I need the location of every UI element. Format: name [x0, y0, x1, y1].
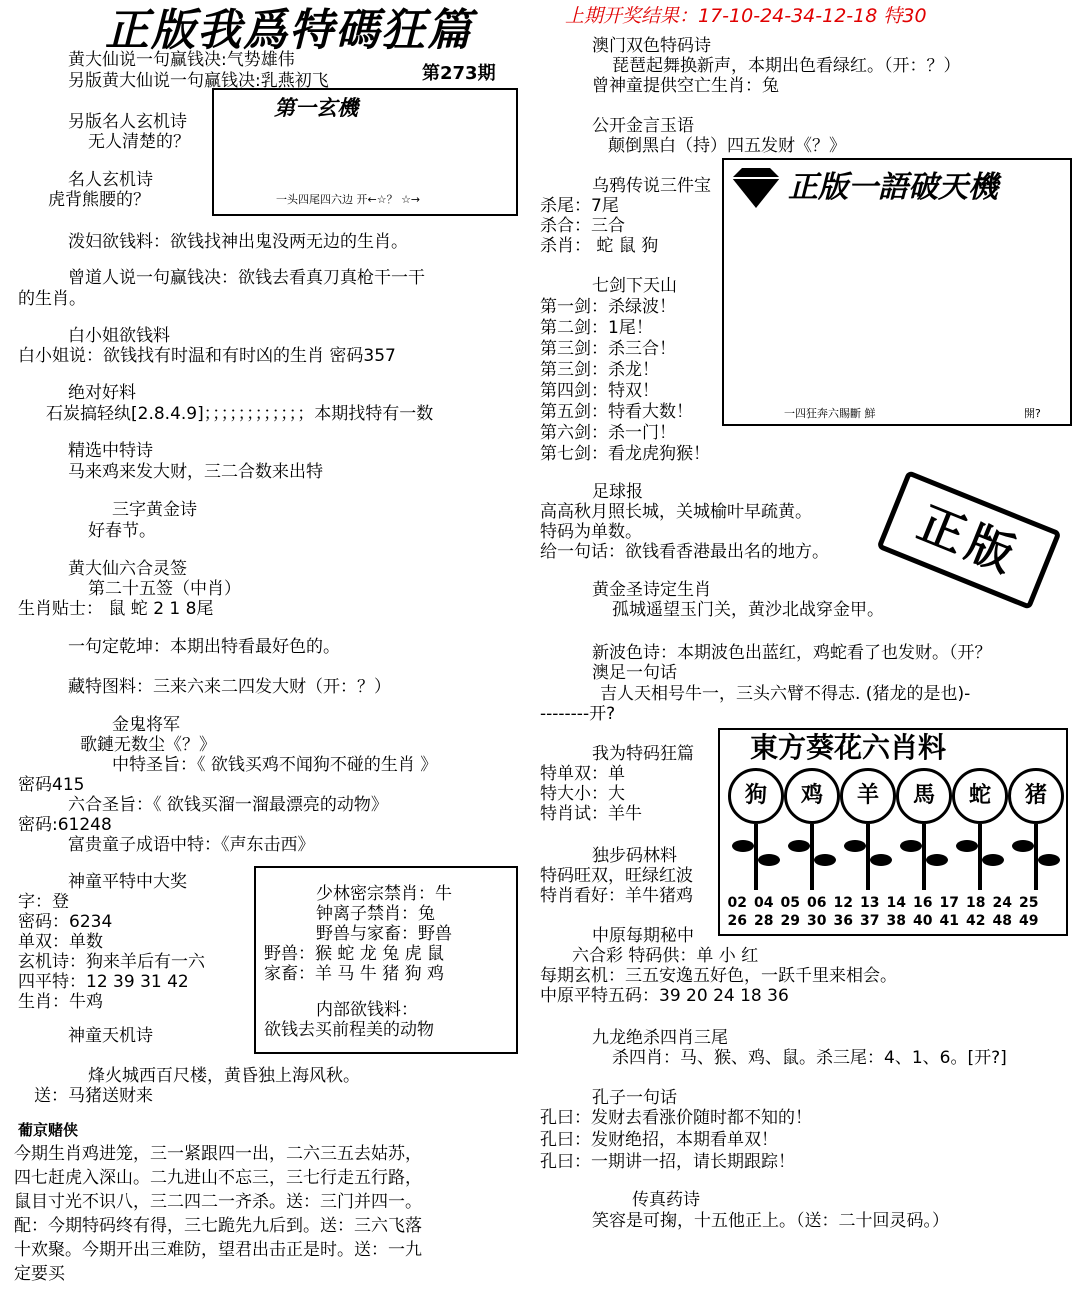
dongfang-title: 東方葵花六肖料 — [750, 731, 947, 764]
flower-leaf — [982, 854, 1004, 866]
number-cell: 42 — [966, 913, 986, 929]
zuqiu-1: 高高秋月照长城，关城榆叶早疏黄。 — [540, 502, 812, 522]
st-sipin: 四平特：12 39 31 42 — [18, 972, 189, 992]
stamp: 正版 — [876, 470, 1061, 610]
flower-leaf — [900, 840, 922, 852]
number-row-2 — [724, 912, 1042, 930]
xuanji-box-text: 一头四尾四六边 开←☆？ ☆→ — [276, 193, 421, 206]
flower-char: 狗 — [728, 768, 784, 824]
jingxuan-title: 精选中特诗 — [68, 441, 153, 461]
dubu-title: 独步码林料 — [592, 846, 677, 866]
kuang-2: 特大小：大 — [540, 784, 625, 804]
zhongyuan-title: 中原每期秘中 — [592, 926, 694, 946]
huang-tie: 生肖贴士： 鼠 蛇 2 1 8尾 — [18, 599, 214, 619]
shaolin-5: 家畜：羊 马 牛 猪 狗 鸡 — [264, 964, 445, 984]
shentong-title: 神童平特中大奖 — [68, 872, 187, 892]
dubu-2: 特肖看好：羊牛猪鸡 — [540, 886, 693, 906]
kuang-3: 特肖试：羊牛 — [540, 804, 642, 824]
pujing-line-4: 配：今期特码终有得，三七跪先九后到。送：三六飞落 — [14, 1216, 422, 1236]
flower-leaf — [926, 854, 948, 866]
juedui-title: 绝对好料 — [68, 383, 136, 403]
huang-sub: 第二十五签（中肖） — [88, 579, 241, 599]
flower-char: 猪 — [1008, 768, 1064, 824]
kuang-1: 特单双：单 — [540, 764, 625, 784]
flower-char: 羊 — [840, 768, 896, 824]
tianji-title: 神童天机诗 — [68, 1026, 153, 1046]
jiulong-text: 杀四肖：马、猴、鸡、鼠。杀三尾：4、1、6。[开?] — [612, 1048, 1007, 1068]
pofu-line: 泼妇欲钱料：欲钱找神出鬼没两无边的生肖。 — [68, 232, 408, 252]
huangjin-text: 孤城遥望玉门关，黄沙北战穿金甲。 — [612, 600, 884, 620]
bai-text: 白小姐说：欲钱找有时温和有时凶的生肖 密码357 — [18, 346, 396, 366]
qijian-title: 七剑下天山 — [592, 276, 677, 296]
sanzi-text: 好春节。 — [88, 521, 156, 541]
dubu-1: 特码旺双，旺绿红波 — [540, 866, 693, 886]
jingui-title: 金鬼将军 — [112, 715, 180, 735]
poem-text: 无人清楚的？ — [88, 132, 190, 152]
wuya-3: 杀肖： 蛇 鼠 狗 — [540, 236, 659, 256]
number-cell: 04 — [754, 895, 774, 911]
qijian-3b: 第三剑：杀龙！ — [540, 360, 659, 380]
st-shengxiao: 生肖：牛鸡 — [18, 992, 103, 1012]
aomen-text: 琵琶起舞换新声，本期出色看绿红。（开：？） — [612, 56, 961, 76]
number-cell: 05 — [780, 895, 800, 911]
last-result: 上期开奖结果：17-10-24-34-12-18 特30 — [565, 5, 927, 27]
qijian-2: 第二剑：1尾！ — [540, 318, 653, 338]
flower-leaf — [844, 840, 866, 852]
zeng-line-1: 曾道人说一句赢钱决：欲钱去看真刀真枪干一干 — [68, 268, 425, 288]
fugui-line: 富贵童子成语中特：《声东击西》 — [68, 835, 315, 855]
wuya-2: 杀合：三合 — [540, 216, 625, 236]
flower-leaf — [1038, 854, 1060, 866]
xuanji-box — [212, 88, 518, 216]
jingxuan-text: 马来鸡来发大财，三二合数来出特 — [68, 462, 323, 482]
flower-char: 蛇 — [952, 768, 1008, 824]
yiyu-title: 正版一語破天機 — [788, 170, 998, 205]
yiyu-text: 一四狂奔六賜斷 鮮 — [784, 407, 876, 420]
flower-item — [782, 768, 842, 890]
jingui-text: 歌鏈无数尘《？》 — [80, 735, 216, 755]
gongkai-text: 颠倒黑白（持）四五发财《？》 — [608, 136, 846, 156]
zuqiu-3: 给一句话：欲钱看香港最出名的地方。 — [540, 542, 829, 562]
flower-stem — [866, 824, 870, 890]
flower-item — [1006, 768, 1066, 890]
number-cell: 30 — [807, 913, 827, 929]
page-title: 正版我爲特碼狂篇 — [105, 5, 473, 56]
mima-1: 密码415 — [18, 775, 85, 795]
chuanzhen-title: 传真药诗 — [632, 1190, 700, 1210]
tianji-text: 烽火城西百尺楼，黄昏独上海风秋。 — [88, 1066, 360, 1086]
diamond-icon — [728, 164, 784, 212]
wuya-1: 杀尾：7尾 — [540, 196, 619, 216]
number-cell: 28 — [754, 913, 774, 929]
pujing-line-2: 四七赶虎入深山。二九进山不忘三，三七行走五行路， — [14, 1168, 422, 1188]
shaolin-4: 野兽：猴 蛇 龙 兔 虎 鼠 — [264, 944, 445, 964]
kuang-title: 我为特码狂篇 — [592, 744, 694, 764]
number-cell: 26 — [727, 913, 747, 929]
dongfang-box — [718, 728, 1068, 936]
flower-stem — [810, 824, 814, 890]
flower-stem — [978, 824, 982, 890]
bai-title: 白小姐欲钱料 — [68, 326, 170, 346]
flower-leaf — [1012, 840, 1034, 852]
number-cell: 29 — [780, 913, 800, 929]
flower-leaf — [732, 840, 754, 852]
poem-title: 另版名人玄机诗 — [68, 112, 187, 132]
pujing-line-6: 定要买 — [14, 1264, 65, 1284]
flower-char: 馬 — [896, 768, 952, 824]
flower-item — [726, 768, 786, 890]
jiulong-title: 九龙绝杀四肖三尾 — [592, 1028, 728, 1048]
xinbo-line: 新波色诗：本期波色出蓝红，鸡蛇看了也发财。（开？ — [592, 643, 992, 663]
flower-leaf — [788, 840, 810, 852]
flower-char: 鸡 — [784, 768, 840, 824]
flower-leaf — [758, 854, 780, 866]
huang-title: 黄大仙六合灵签 — [68, 559, 187, 579]
qijian-1: 第一剑：杀绿波！ — [540, 297, 676, 317]
flower-leaf — [956, 840, 978, 852]
aozu-2: --------开? — [540, 704, 616, 724]
flower-stem — [754, 824, 758, 890]
zuqiu-2: 特码为单数。 — [540, 522, 642, 542]
huang-line-1: 黄大仙说一句赢钱决:气势雄伟 — [68, 50, 295, 70]
number-cell: 18 — [966, 895, 986, 911]
shaolin-7: 欲钱去买前程美的动物 — [264, 1020, 434, 1040]
juedui-text: 石炭搞轻纨[2.8.4.9]；；；；；；；；；；；；本期找特有一数 — [46, 404, 434, 424]
number-cell: 06 — [807, 895, 827, 911]
st-xuanji: 玄机诗：狗来羊后有一六 — [18, 952, 205, 972]
issue-number: 第273期 — [422, 63, 496, 84]
aomen-title: 澳门双色特码诗 — [592, 36, 711, 56]
number-cell: 49 — [1019, 913, 1039, 929]
shaolin-3: 野兽与家畜：野兽 — [316, 924, 452, 944]
kongzi-3: 孔曰：一期讲一招，请长期跟踪！ — [540, 1152, 795, 1172]
pujing-line-5: 十欢聚。今期开出三难防，望君出击正是时。送：一九 — [14, 1240, 422, 1260]
aozu-1: 吉人天相号牛一，三头六臂不得志. (猪龙的是也)- — [600, 684, 971, 704]
st-zi: 字：登 — [18, 892, 69, 912]
number-cell: 40 — [913, 913, 933, 929]
yiju-line: 一句定乾坤：本期出特看最好色的。 — [68, 637, 340, 657]
flower-item — [894, 768, 954, 890]
famous-title: 名人玄机诗 — [68, 170, 153, 190]
gongkai-title: 公开金言玉语 — [592, 116, 694, 136]
number-cell: 41 — [939, 913, 959, 929]
qijian-7: 第七剑：看龙虎狗猴！ — [540, 444, 710, 464]
flower-item — [838, 768, 898, 890]
st-mima: 密码：6234 — [18, 912, 113, 932]
number-cell: 16 — [913, 895, 933, 911]
number-cell: 02 — [727, 895, 747, 911]
flower-stem — [922, 824, 926, 890]
kongzi-title: 孔子一句话 — [592, 1088, 677, 1108]
liuhe-line: 六合圣旨：《 欲钱买溜一溜最漂亮的动物》 — [68, 795, 388, 815]
flower-item — [950, 768, 1010, 890]
xuanji-box-title: 第一玄機 — [274, 96, 358, 120]
zengshen-line: 曾神童提供空亡生肖：兔 — [592, 76, 779, 96]
zy-1: 六合彩 特码供：单 小 红 — [572, 946, 759, 966]
pujing-line-3: 鼠目寸光不识八，三二四二一齐杀。送：三门并四一。 — [14, 1192, 422, 1212]
flower-leaf — [814, 854, 836, 866]
kongzi-1: 孔曰：发财去看涨价随时都不知的！ — [540, 1108, 812, 1128]
flower-stem — [1034, 824, 1038, 890]
qijian-5: 第五剑：特看大数！ — [540, 402, 693, 422]
flower-leaf — [870, 854, 892, 866]
zy-2: 每期玄机：三五安逸五好色，一跃千里来相会。 — [540, 966, 897, 986]
qijian-6: 第六剑：杀一门！ — [540, 423, 676, 443]
number-cell: 14 — [886, 895, 906, 911]
qijian-3: 第三剑：杀三合！ — [540, 339, 676, 359]
zhongte-line: 中特圣旨：《 欲钱买鸡不闻狗不碰的生肖 》 — [112, 755, 438, 775]
pujing-line-1: 今期生肖鸡进笼，三一紧跟四一出，二六三五去姑苏， — [14, 1144, 422, 1164]
number-cell: 37 — [860, 913, 880, 929]
sanzi-title: 三字黄金诗 — [112, 500, 197, 520]
cangte-line: 藏特图料：三来六来二四发大财（开：？） — [68, 677, 391, 697]
number-cell: 38 — [886, 913, 906, 929]
number-cell: 17 — [939, 895, 959, 911]
shaolin-box — [254, 866, 518, 1054]
shaolin-1: 少林密宗禁肖：牛 — [316, 884, 452, 904]
yiyu-kai: 開? — [1024, 407, 1041, 420]
huangjin-title: 黄金圣诗定生肖 — [592, 580, 711, 600]
huang-line-2: 另版黄大仙说一句赢钱决:乳燕初飞 — [68, 71, 329, 91]
chuanzhen-text: 笑容是可掬，十五他正上。（送：二十回灵码。） — [592, 1211, 949, 1231]
zy-3: 中原平特五码：39 20 24 18 36 — [540, 986, 789, 1006]
mima-2: 密码:61248 — [18, 815, 112, 835]
zeng-line-2: 的生肖。 — [18, 289, 86, 309]
number-cell: 13 — [860, 895, 880, 911]
number-cell: 48 — [992, 913, 1012, 929]
kongzi-2: 孔曰：发财绝招，本期看单双！ — [540, 1130, 778, 1150]
number-cell: 24 — [992, 895, 1012, 911]
qijian-4: 第四剑：特双！ — [540, 381, 659, 401]
yiyu-box — [722, 158, 1072, 426]
number-cell: 12 — [833, 895, 853, 911]
aozu-title: 澳足一句话 — [592, 663, 677, 683]
wuya-title: 乌鸦传说三件宝 — [592, 176, 711, 196]
zuqiu-title: 足球报 — [592, 482, 643, 502]
st-dans: 单双：单数 — [18, 932, 103, 952]
shaolin-2: 钟离子禁肖：兔 — [316, 904, 435, 924]
famous-text: 虎背熊腰的？ — [48, 190, 150, 210]
number-row-1 — [724, 894, 1042, 912]
number-cell: 25 — [1019, 895, 1039, 911]
number-cell: 36 — [833, 913, 853, 929]
tianji-song: 送：马猪送财来 — [34, 1086, 153, 1106]
pujing-title: 葡京赌侠 — [18, 1121, 79, 1139]
shaolin-6: 内部欲钱料： — [316, 1000, 418, 1020]
